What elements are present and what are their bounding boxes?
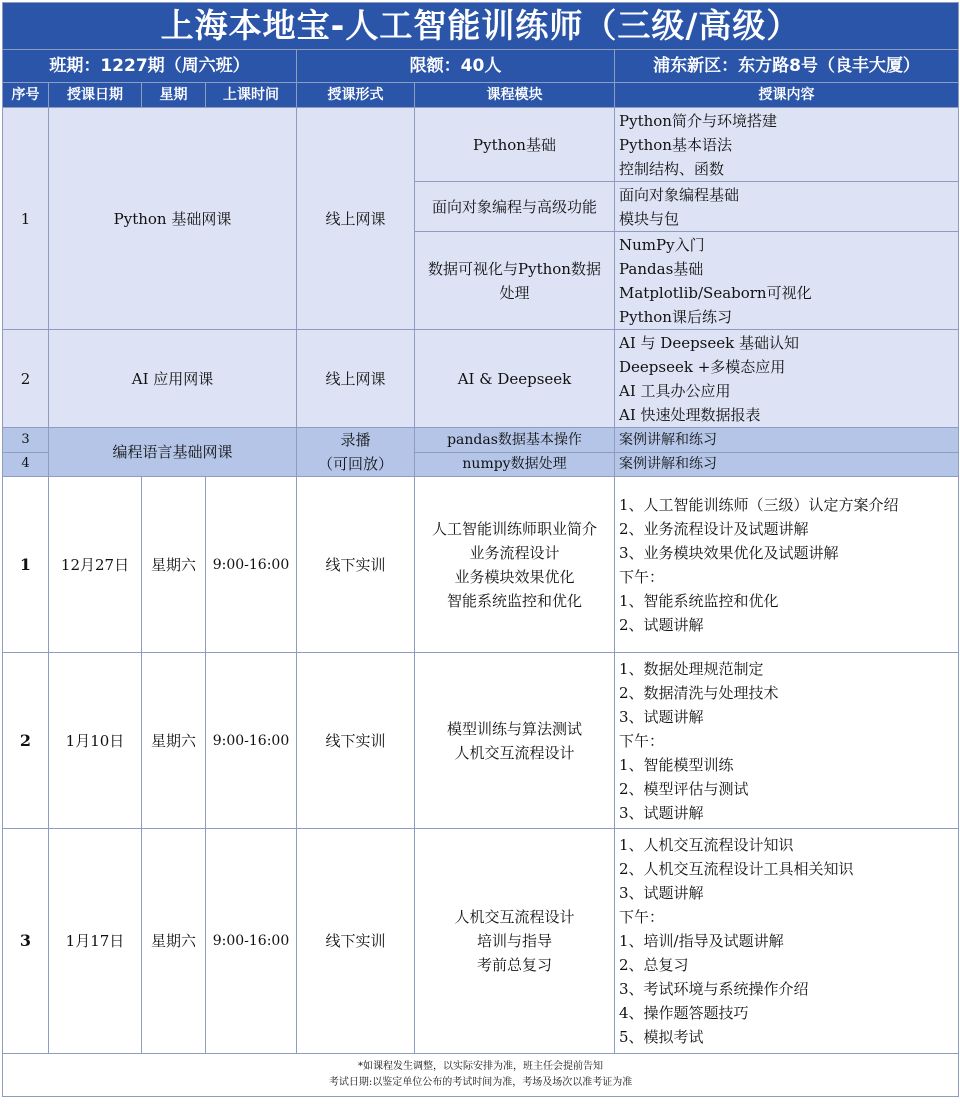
module-line: 人机交互流程设计: [454, 743, 575, 762]
module-name: [415, 108, 615, 182]
session-form: 线下实训: [297, 653, 415, 829]
content-line: 1、人工智能训练师（三级）认定方案介绍: [619, 495, 899, 514]
content-line: Python简介与环境搭建: [619, 111, 777, 130]
footer-line: 考试日期:以鉴定单位公布的考试时间为准，考场及场次以准考证为准: [328, 1077, 633, 1088]
online-course-form: 线上网课: [297, 108, 415, 330]
module-content: [615, 653, 959, 829]
module-line: 面向对象编程与高级功能: [431, 197, 597, 216]
content-line: 4、操作题答题技巧: [619, 1004, 749, 1022]
content-line: 2、试题讲解: [619, 615, 704, 634]
content-line: 模块与包: [619, 209, 680, 228]
form-line: （可回放）: [317, 455, 393, 473]
recorded-course-name: 编程语言基础网课: [49, 428, 297, 477]
content-line: 5、模拟考试: [619, 1028, 704, 1046]
content-line: 3、试题讲解: [619, 884, 704, 902]
online-course-name: Python 基础网课: [49, 108, 297, 330]
header-weekday: 星期: [142, 83, 206, 108]
header-date: 授课日期: [49, 83, 142, 108]
session-time: 9:00-16:00: [206, 477, 297, 653]
session-weekday: 星期六: [142, 653, 206, 829]
schedule-page: [0, 2, 960, 1111]
content-line: Deepseek +多模态应用: [619, 357, 786, 376]
session-date: 1月10日: [49, 653, 142, 829]
session-weekday: 星期六: [142, 829, 206, 1054]
content-line: 2、总复习: [619, 956, 689, 974]
content-line: 1、人机交互流程设计知识: [619, 836, 794, 854]
module-name: numpy数据处理: [415, 452, 615, 477]
content-line: 3、考试环境与系统操作介绍: [619, 980, 809, 998]
row-no: 2: [3, 653, 49, 829]
module-line: 模型训练与算法测试: [446, 719, 582, 738]
content-line: 下午：: [619, 567, 665, 586]
location: 浦东新区：东方路8号（良丰大厦）: [615, 50, 959, 83]
online-course-form: 线上网课: [297, 330, 415, 428]
content-line: 2、模型评估与测试: [619, 779, 749, 798]
content-line: 控制结构、函数: [619, 159, 725, 178]
online-course-name: AI 应用网课: [49, 330, 297, 428]
session-time: 9:00-16:00: [206, 829, 297, 1054]
page-title: 上海本地宝-人工智能训练师（三级/高级）: [3, 3, 959, 50]
session-time: 9:00-16:00: [206, 653, 297, 829]
module-content: 案例讲解和练习: [615, 428, 959, 453]
footer-line: *如课程发生调整，以实际安排为准，班主任会提前告知: [358, 1061, 604, 1072]
module-content: [615, 477, 959, 653]
content-line: AI 工具办公应用: [619, 381, 731, 400]
content-line: 1、智能系统监控和优化: [619, 591, 779, 610]
row-no: 2: [3, 330, 49, 428]
content-line: AI 与 Deepseek 基础认知: [619, 333, 799, 352]
content-line: 2、业务流程设计及试题讲解: [619, 519, 809, 538]
module-line: 考前总复习: [476, 956, 552, 974]
content-line: 下午：: [619, 731, 665, 750]
header-no: 序号: [3, 83, 49, 108]
module-content: [615, 182, 959, 232]
content-line: 1、智能模型训练: [619, 755, 734, 774]
class-period: 班期：1227期（周六班）: [3, 50, 297, 83]
module-name: [415, 477, 615, 653]
content-line: 2、人机交互流程设计工具相关知识: [619, 860, 854, 878]
session-weekday: 星期六: [142, 477, 206, 653]
content-line: Python基本语法: [619, 135, 732, 154]
module-name: [415, 232, 615, 330]
content-line: AI 快速处理数据报表: [619, 405, 761, 424]
content-line: NumPy入门: [619, 235, 705, 254]
module-content: [615, 108, 959, 182]
header-time: 上课时间: [206, 83, 297, 108]
row-no: 4: [3, 452, 49, 477]
content-line: 3、业务模块效果优化及试题讲解: [619, 543, 839, 562]
content-line: 下午：: [619, 908, 665, 926]
quota: 限额：40人: [297, 50, 615, 83]
recorded-course-form: [297, 428, 415, 477]
schedule-table: [2, 2, 959, 1097]
module-line: 人机交互流程设计: [454, 908, 575, 926]
session-date: 1月17日: [49, 829, 142, 1054]
module-line: 人工智能训练师职业简介: [431, 519, 597, 538]
row-no: 3: [3, 428, 49, 453]
module-line: 智能系统监控和优化: [446, 591, 582, 610]
header-form: 授课形式: [297, 83, 415, 108]
row-no: 1: [3, 108, 49, 330]
module-line: 业务流程设计: [469, 543, 560, 562]
content-line: 2、数据清洗与处理技术: [619, 683, 779, 702]
footer-note: [3, 1054, 959, 1097]
row-no: 3: [3, 829, 49, 1054]
header-module: 课程模块: [415, 83, 615, 108]
form-line: 录播: [340, 431, 371, 449]
module-name: [415, 653, 615, 829]
module-content: [615, 330, 959, 428]
module-content: [615, 829, 959, 1054]
module-line: 数据可视化与Python数据: [428, 259, 601, 278]
row-no: 1: [3, 477, 49, 653]
content-line: 1、数据处理规范制定: [619, 659, 764, 678]
session-form: 线下实训: [297, 477, 415, 653]
module-name: [415, 182, 615, 232]
content-line: 面向对象编程基础: [619, 185, 740, 204]
content-line: Matplotlib/Seaborn可视化: [619, 283, 812, 302]
session-date: 12月27日: [49, 477, 142, 653]
content-line: Python课后练习: [619, 307, 732, 326]
module-name: [415, 829, 615, 1054]
content-line: 3、试题讲解: [619, 707, 704, 726]
module-content: 案例讲解和练习: [615, 452, 959, 477]
header-content: 授课内容: [615, 83, 959, 108]
session-form: 线下实训: [297, 829, 415, 1054]
module-name: AI & Deepseek: [415, 330, 615, 428]
content-line: 3、试题讲解: [619, 803, 704, 822]
module-line: Python基础: [473, 135, 556, 154]
module-content: [615, 232, 959, 330]
module-line: 培训与指导: [476, 932, 552, 950]
module-line: 业务模块效果优化: [454, 567, 575, 586]
module-line: 处理: [499, 283, 530, 302]
content-line: Pandas基础: [619, 259, 704, 278]
module-name: pandas数据基本操作: [415, 428, 615, 453]
content-line: 1、培训/指导及试题讲解: [619, 932, 784, 950]
